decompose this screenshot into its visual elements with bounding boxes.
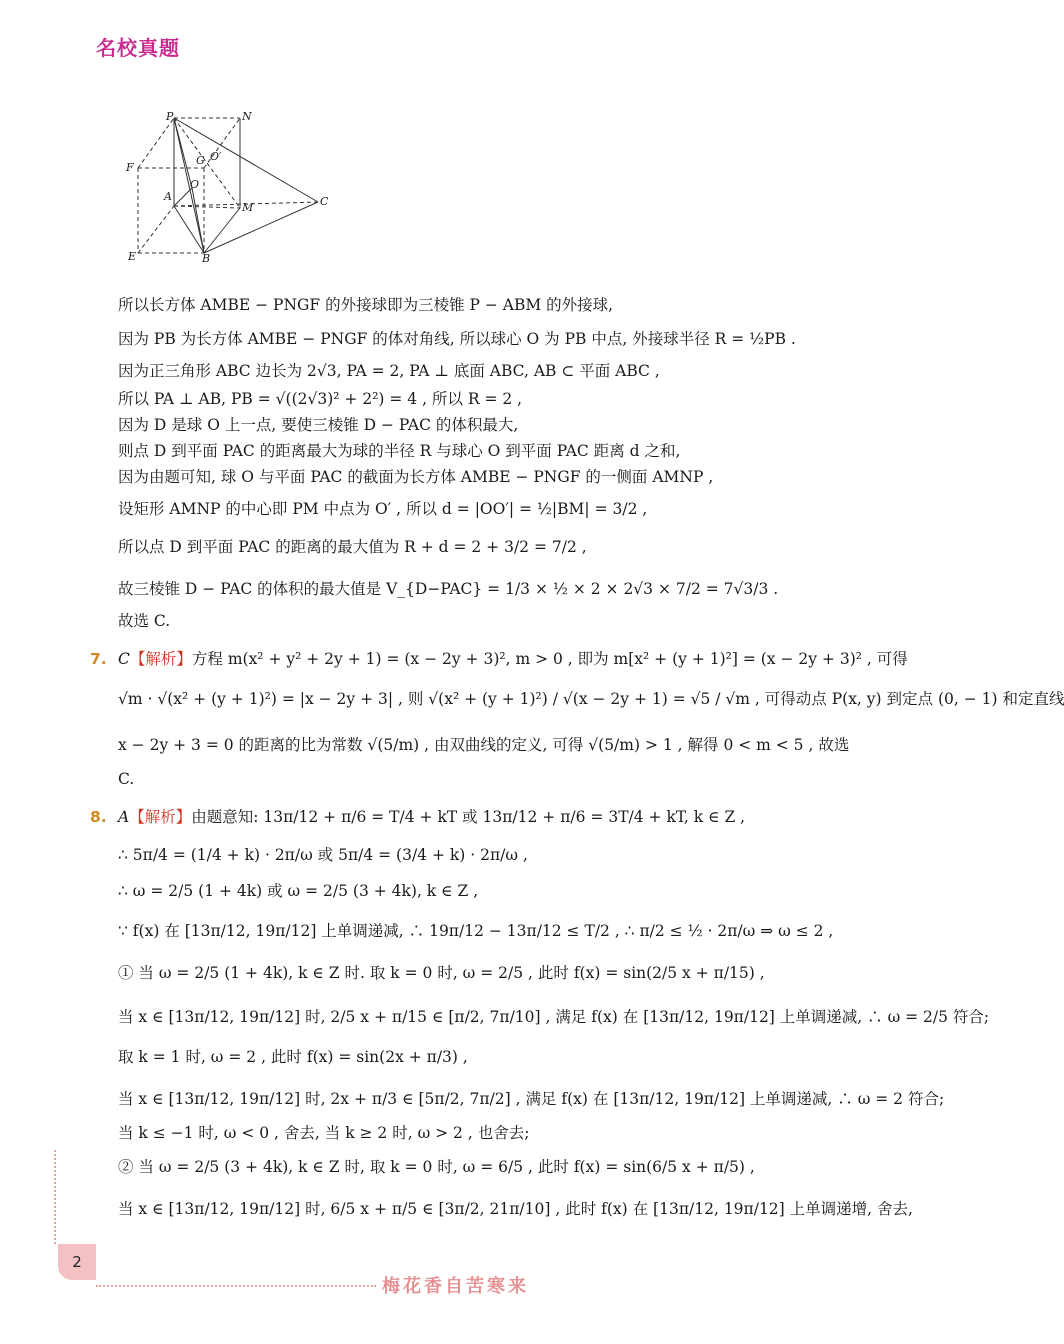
solution6-line: 所以点 D 到平面 PAC 的距离的最大值为 R + d = 2 + 3/2 = 7/2 , [118,538,587,556]
solution6-line: 因为正三角形 ABC 边长为 2√3, PA = 2, PA ⊥ 底面 ABC, AB ⊂ 平面 ABC , [118,362,660,380]
label-b: B [202,252,211,265]
q7-number: 7. [90,650,107,668]
solution6-line: 故三棱锥 D − PAC 的体积的最大值是 V_{D−PAC} = 1/3 × ½ × 2 × 2√3 × 7/2 = 7√3/3 . [118,580,779,598]
label-o-prime: O′ [210,150,222,163]
solution6-line: 所以长方体 AMBE − PNGF 的外接球即为三棱锥 P − ABM 的外接球, [118,296,614,314]
q8-line: ∵ f(x) 在 [13π/12, 19π/12] 上单调递减, ∴ 19π/12 − 13π/12 ≤ T/2 , ∴ π/2 ≤ ½ · 2π/ω ⇒ ω ≤ 2 , [118,922,834,940]
geometry-figure [118,108,338,268]
q8-line: 取 k = 1 时, ω = 2 , 此时 f(x) = sin(2x + π/3) , [118,1048,468,1066]
q8-line: ① 当 ω = 2/5 (1 + 4k), k ∈ Z 时. 取 k = 0 时, ω = 2/5 , 此时 f(x) = sin(2/5 x + π/15) , [118,964,765,982]
label-o: O [190,178,200,191]
q8-line: 当 k ≤ −1 时, ω < 0 , 舍去, 当 k ≥ 2 时, ω > 2 , 也舍去; [118,1124,530,1142]
label-n: N [242,110,252,123]
label-a: A [164,190,172,203]
q8-answer: A [118,808,130,826]
q7-line-first [90,648,908,670]
solution6-line: 故选 C. [118,612,171,630]
solution6-line: 则点 D 到平面 PAC 的距离最大为球的半径 R 与球心 O 到平面 PAC 距离 d 之和, [118,442,681,460]
q7-tag: 【解析】 [129,650,192,668]
q8-line: 当 x ∈ [13π/12, 19π/12] 时, 2x + π/3 ∈ [5π/2, 7π/2] , 满足 f(x) 在 [13π/12, 19π/12] 上单调递减, ∴ ω = 2 符合; [118,1090,945,1108]
solution6-line: 因为 D 是球 O 上一点, 要使三棱锥 D − PAC 的体积最大, [118,416,519,434]
q8-line: ② 当 ω = 2/5 (3 + 4k), k ∈ Z 时, 取 k = 0 时, ω = 6/5 , 此时 f(x) = sin(6/5 x + π/5) , [118,1158,755,1176]
q7-line: 方程 m(x² + y² + 2y + 1) = (x − 2y + 3)², m > 0 , 即为 m[x² + (y + 1)²] = (x − 2y + 3)² , 可得 [191,650,908,668]
q8-line-first [90,806,746,828]
label-c: C [320,195,329,208]
q8-line: 由题意知: 13π/12 + π/6 = T/4 + kT 或 13π/12 + π/6 = 3T/4 + kT, k ∈ Z , [191,808,746,826]
q8-line: ∴ ω = 2/5 (1 + 4k) 或 ω = 2/5 (3 + 4k), k ∈ Z , [118,882,479,900]
q8-line: 当 x ∈ [13π/12, 19π/12] 时, 2/5 x + π/15 ∈ [π/2, 7π/10] , 满足 f(x) 在 [13π/12, 19π/12] 上单调递减, ∴ ω = 2/5 符合; [118,1008,990,1026]
footer-slogan: 梅花香自苦寒来 [382,1276,529,1297]
label-m: M [242,201,254,214]
q8-tag: 【解析】 [129,808,192,826]
solution6-line: 设矩形 AMNP 的中心即 PM 中点为 O′ , 所以 d = |OO′| = ½|BM| = 3/2 , [118,500,648,518]
solution6-line: 因为 PB 为长方体 AMBE − PNGF 的体对角线, 所以球心 O 为 PB 中点, 外接球半径 R = ½PB . [118,330,796,348]
solution6-line: 所以 PA ⊥ AB, PB = √((2√3)² + 2²) = 4 , 所以 R = 2 , [118,390,523,408]
label-e: E [128,250,137,263]
label-f: F [126,161,134,174]
decorative-horizontal-dots [96,1285,376,1289]
label-g: G [196,154,205,167]
decorative-vertical-dots [54,1150,58,1244]
q8-line: 当 x ∈ [13π/12, 19π/12] 时, 6/5 x + π/5 ∈ [3π/2, 21π/10] , 此时 f(x) 在 [13π/12, 19π/12] 上单调递增, 舍去, [118,1200,913,1218]
q7-line: √m · √(x² + (y + 1)²) = |x − 2y + 3| , 则 √(x² + (y + 1)²) / √(x − 2y + 1) = √5 / √m , 可得动点 P(x, y) 到定点 (0, − 1) 和定直线 [118,690,1064,708]
header-title: 名校真题 [96,36,180,60]
label-p: P [166,110,174,123]
page-number: 2 [58,1244,96,1280]
q7-line: x − 2y + 3 = 0 的距离的比为常数 √(5/m) , 由双曲线的定义, 可得 √(5/m) > 1 , 解得 0 < m < 5 , 故选 [118,736,850,754]
solution6-line: 因为由题可知, 球 O 与平面 PAC 的截面为长方体 AMBE − PNGF 的一侧面 AMNP , [118,468,714,486]
q7-answer: C [118,650,130,668]
q8-line: ∴ 5π/4 = (1/4 + k) · 2π/ω 或 5π/4 = (3/4 + k) · 2π/ω , [118,846,528,864]
q8-number: 8. [90,808,107,826]
q7-line: C. [118,770,135,788]
